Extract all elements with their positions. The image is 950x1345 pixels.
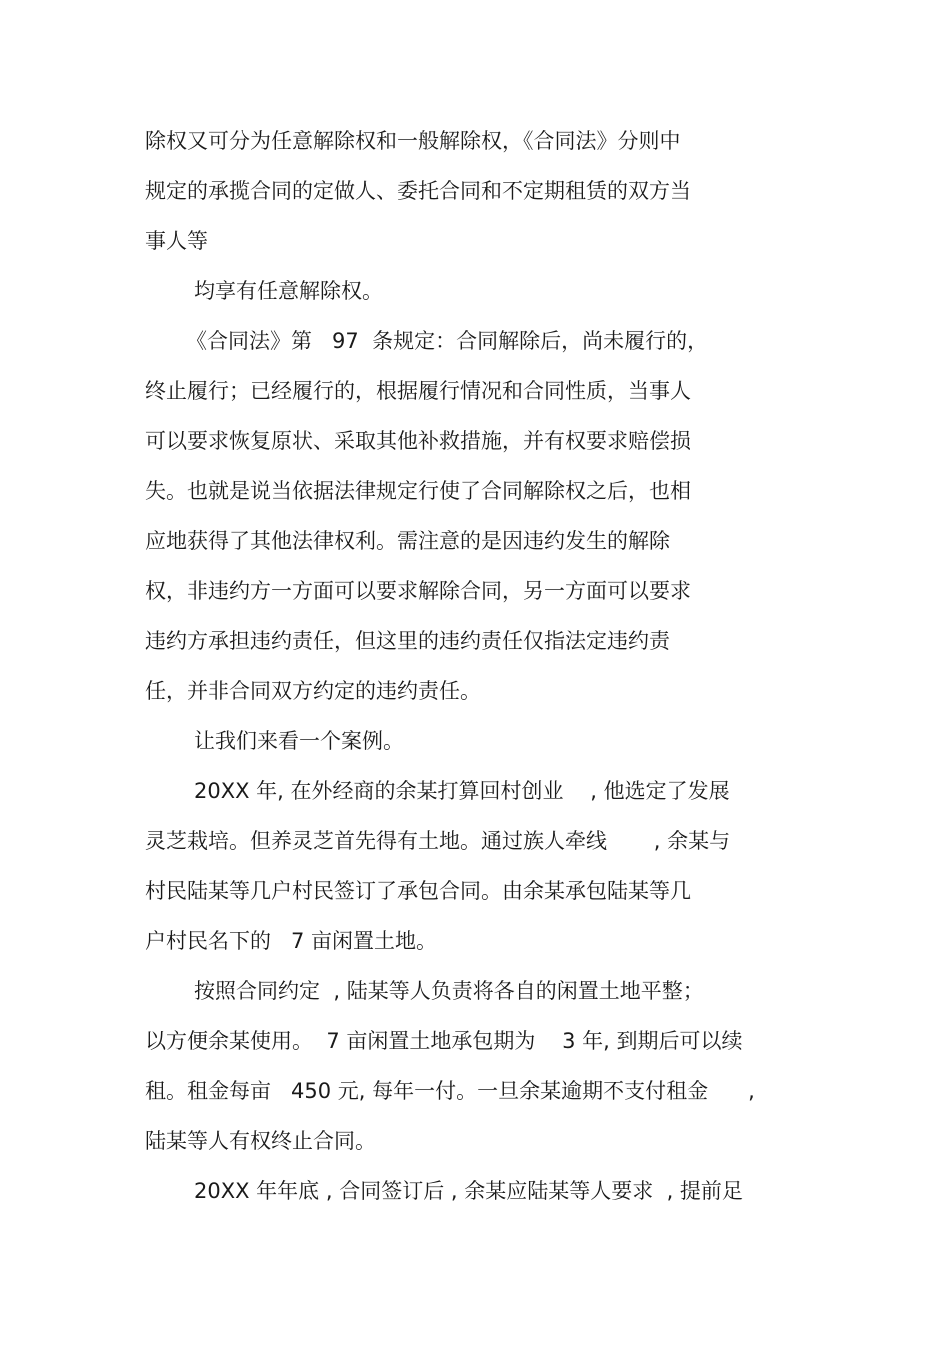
text-line: 村民陆某等几户村民签订了承包合同。由余某承包陆某等几	[145, 879, 691, 903]
text-line: 任，并非合同双方约定的违约责任。	[145, 679, 481, 703]
text-line: 终止履行；已经履行的，根据履行情况和合同性质，当事人	[145, 379, 691, 403]
text-line: 以方便余某使用。 7 亩闲置土地承包期为 3 年, 到期后可以续	[145, 1029, 743, 1053]
text-line: 灵芝栽培。但养灵芝首先得有土地。通过族人牵线 , 余某与	[145, 829, 731, 853]
text-line: 租。租金每亩 450 元, 每年一付。一旦余某逾期不支付租金 ,	[145, 1079, 755, 1103]
text-line: 户村民名下的 7 亩闲置土地。	[145, 929, 438, 953]
text-line: 规定的承揽合同的定做人、委托合同和不定期租赁的双方当	[145, 179, 691, 203]
text-line: 除权又可分为任意解除权和一般解除权，《合同法》分则中	[145, 129, 681, 153]
text-line: 20XX 年年底 , 合同签订后 , 余某应陆某等人要求 , 提前足	[194, 1179, 743, 1203]
text-line: 权，非违约方一方面可以要求解除合同，另一方面可以要求	[145, 579, 691, 603]
text-line: 《合同法》第 97 条规定：合同解除后，尚未履行的，	[186, 329, 709, 353]
text-line: 陆某等人有权终止合同。	[145, 1129, 376, 1153]
text-line: 违约方承担违约责任，但这里的违约责任仅指法定违约责	[145, 629, 670, 653]
text-line: 让我们来看一个案例。	[194, 729, 404, 753]
text-line: 20XX 年, 在外经商的余某打算回村创业 , 他选定了发展	[194, 779, 730, 803]
text-line: 按照合同约定 , 陆某等人负责将各自的闲置土地平整；	[194, 979, 704, 1003]
text-line: 均享有任意解除权。	[194, 279, 383, 303]
text-line: 可以要求恢复原状、采取其他补救措施，并有权要求赔偿损	[145, 429, 691, 453]
text-line: 事人等	[145, 229, 208, 253]
text-line: 应地获得了其他法律权利。需注意的是因违约发生的解除	[145, 529, 670, 553]
text-line: 失。也就是说当依据法律规定行使了合同解除权之后，也相	[145, 479, 691, 503]
